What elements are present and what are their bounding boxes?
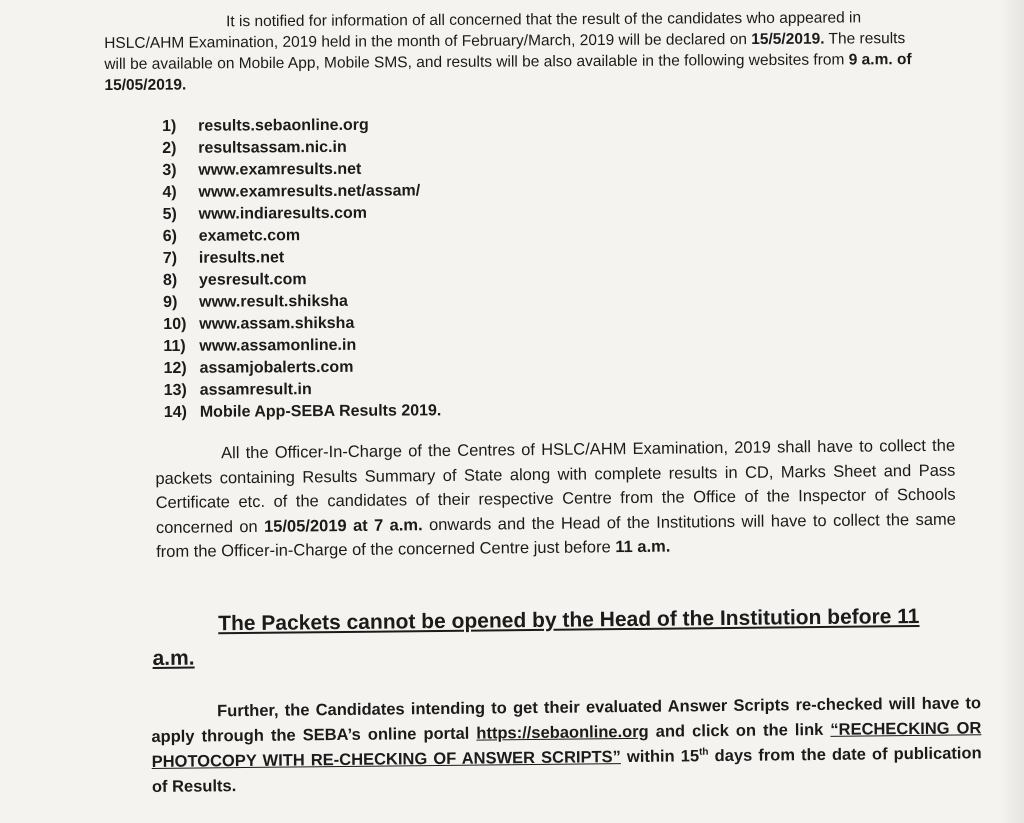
packets-warning-text: The Packets cannot be opened by the Head of the Institution before 11 a.m.	[152, 604, 920, 670]
seba-portal-link[interactable]: https://sebaonline.org	[476, 722, 649, 743]
list-number: 7)	[162, 249, 178, 267]
officer-in-charge-paragraph	[155, 434, 956, 565]
website-list-item	[163, 334, 441, 358]
website-url[interactable]: exametc.com	[198, 227, 301, 245]
website-url[interactable]: www.indiaresults.com	[198, 204, 367, 223]
list-number: 5)	[162, 205, 177, 223]
list-number: 3)	[162, 161, 177, 179]
list-number: 1)	[162, 117, 177, 135]
website-list-item	[162, 158, 440, 182]
website-list-item	[163, 268, 441, 292]
result-announcement-paragraph	[104, 7, 924, 96]
list-number: 13)	[163, 381, 187, 399]
website-url[interactable]: results.sebaonline.org	[198, 116, 369, 135]
rechecking-paragraph	[151, 691, 982, 800]
availability-text: The results will be available on Mobile App, Mobile SMS, and results will be also available in the following websites from	[104, 30, 906, 73]
declaration-date: 15/5/2019.	[751, 30, 825, 49]
list-number: 2)	[162, 139, 177, 157]
website-url[interactable]: yesresult.com	[198, 271, 307, 289]
website-url[interactable]: Mobile App-SEBA Results 2019.	[199, 402, 442, 421]
website-list-item	[163, 202, 441, 226]
list-number: 11)	[163, 337, 186, 355]
officer-text-continued: onwards and the Head of the Institutions will have to collect the same from the Officer-in-Charge of the concerned Centre just before	[156, 510, 956, 561]
availability-time: 9 a.m. of 15/05/2019.	[104, 51, 912, 94]
collection-time: 15/05/2019 at 7 a.m.	[263, 515, 423, 536]
website-url[interactable]: iresults.net	[198, 249, 285, 267]
website-list-item	[162, 136, 440, 160]
website-list-item	[163, 246, 441, 270]
list-number: 8)	[162, 271, 178, 289]
announcement-text: It is notified for information of all concerned that the result of the candidates who appeared in HSLC/AHM Examination, 2019 held in the month of February/March, 2019 will be declared on	[104, 9, 862, 52]
website-url[interactable]: assamjobalerts.com	[199, 358, 354, 377]
website-list-item	[164, 378, 442, 402]
website-list-item	[163, 224, 441, 248]
website-url[interactable]: www.assamonline.in	[199, 336, 357, 355]
rechecking-text: Further, the Candidates intending to get their evaluated Answer Scripts re-checked will have to apply through the SEBA’s online portal	[151, 694, 982, 746]
website-list-item	[162, 180, 440, 204]
website-list-item	[163, 312, 441, 336]
website-url[interactable]: assamresult.in	[199, 381, 312, 399]
website-url[interactable]: www.examresults.net	[198, 160, 362, 179]
collection-deadline: 11 a.m.	[615, 537, 671, 557]
list-number: 10)	[163, 315, 187, 333]
packets-warning	[152, 600, 953, 676]
rechecking-days-text: within 15	[620, 747, 700, 767]
list-number: 14)	[163, 403, 187, 421]
website-list-item	[162, 114, 440, 138]
list-number: 6)	[162, 227, 178, 245]
list-number: 9)	[163, 293, 178, 311]
officer-text: All the Officer-In-Charge of the Centres of HSLC/AHM Examination, 2019 shall have to collect the packets containing Results Summary of State along with complete results in CD, Marks Sheet and Pass Certificate etc. of the candidates of their respective Centre from the Office of the Inspector of Schools concerned on	[155, 436, 956, 537]
page-edge-shadow	[1000, 0, 1024, 823]
list-number: 4)	[162, 183, 177, 201]
website-list	[162, 114, 441, 424]
website-list-item	[163, 356, 441, 380]
ordinal-suffix: th	[698, 746, 709, 758]
website-list-item	[163, 290, 441, 314]
website-url[interactable]: www.assam.shiksha	[199, 314, 355, 333]
rechecking-link[interactable]: “RECHECKING OR PHOTOCOPY WITH RE-CHECKING OF ANSWER SCRIPTS”	[151, 719, 982, 771]
website-url[interactable]: resultsassam.nic.in	[198, 138, 347, 157]
website-url[interactable]: www.examresults.net/assam/	[198, 182, 421, 201]
list-number: 12)	[163, 359, 187, 377]
rechecking-text-continued: and click on the link	[648, 720, 831, 741]
rechecking-end-text: days from the date of publication of Results.	[151, 744, 982, 796]
website-list-item	[164, 400, 442, 424]
website-url[interactable]: www.result.shiksha	[199, 292, 348, 311]
